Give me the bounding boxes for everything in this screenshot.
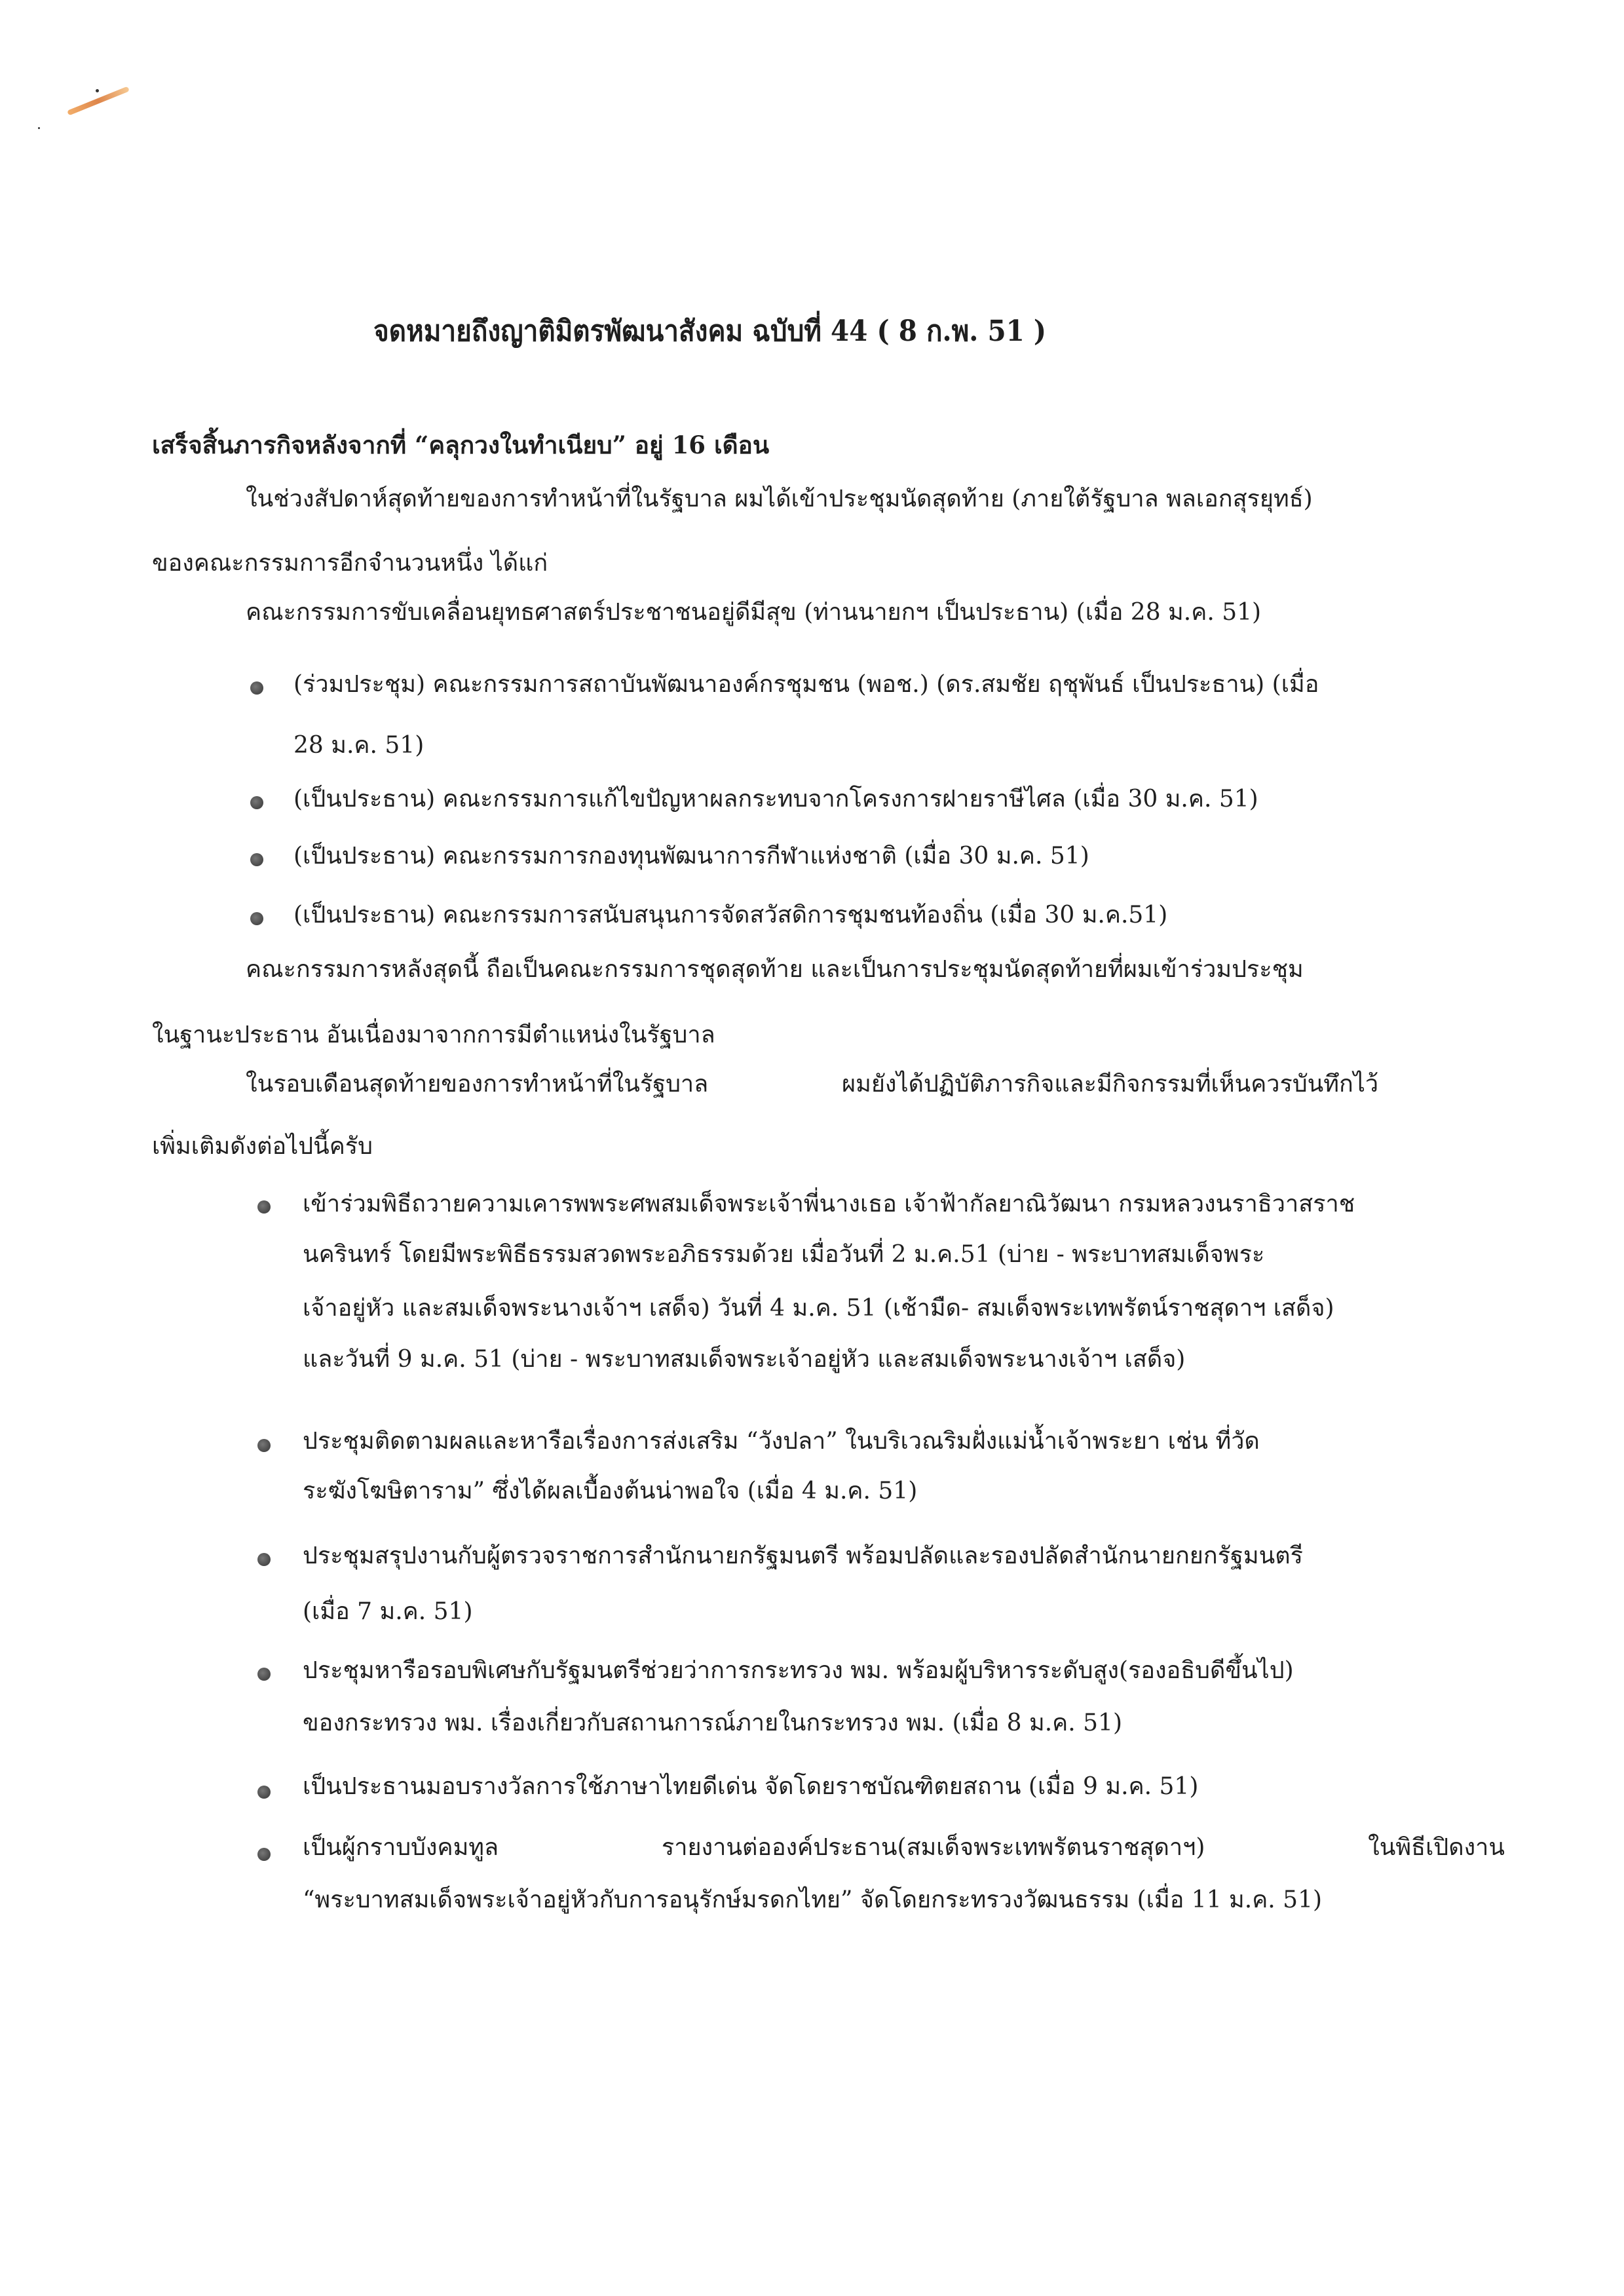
committee-item-1-line-1: (ร่วมประชุม) คณะกรรมการสถาบันพัฒนาองค์กรชุมชน (พอช.) (ดร.สมชัย ฤชุพันธ์ เป็นประธาน) (เมื่อ (293, 671, 1319, 698)
activity-1-line-2: นครินทร์ โดยมีพระพิธีธรรมสวดพระอภิธรรมด้วย เมื่อวันที่ 2 ม.ค.51 (บ่าย - พระบาทสมเด็จพระ (303, 1241, 1265, 1268)
scan-speck (38, 127, 40, 129)
bullet-icon (257, 1553, 271, 1566)
activity-6-part-2: รายงานต่อองค์ประธาน(สมเด็จพระเทพรัตนราชสุดาฯ) (661, 1834, 1205, 1861)
intro-line-1: ในช่วงสัปดาห์สุดท้ายของการทำหน้าที่ในรัฐบาล ผมได้เข้าประชุมนัดสุดท้าย (ภายใต้รัฐบาล พลเอกสุรยุทธ์) (246, 486, 1313, 512)
activity-6-line-1 (303, 1828, 1505, 1866)
bullet-icon (257, 1200, 271, 1214)
committee-item-4: (เป็นประธาน) คณะกรรมการสนับสนุนการจัดสวัสดิการชุมชนท้องถิ่น (เมื่อ 30 ม.ค.51) (293, 902, 1168, 928)
bullet-icon (250, 912, 263, 925)
bullet-icon (257, 1786, 271, 1799)
bullet-icon (257, 1668, 271, 1681)
closing-line-1: คณะกรรมการหลังสุดนี้ ถือเป็นคณะกรรมการชุดสุดท้าย และเป็นการประชุมนัดสุดท้ายที่ผมเข้าร่วมประชุม (246, 956, 1304, 983)
section-heading: เสร็จสิ้นภารกิจหลังจากที่ “คลุกวงในทำเนียบ” อยู่ 16 เดือน (152, 430, 770, 459)
month-line-2: เพิ่มเติมดังต่อไปนี้ครับ (152, 1133, 373, 1160)
bullet-icon (257, 1848, 271, 1861)
bullet-icon (250, 853, 263, 866)
activity-3-line-2: (เมื่อ 7 ม.ค. 51) (303, 1598, 473, 1625)
activity-6-part-1: เป็นผู้กราบบังคมทูล (303, 1834, 499, 1861)
bullet-icon (250, 796, 263, 809)
activity-2-line-2: ระฆังโฆษิตาราม” ซึ่งได้ผลเบื้องต้นน่าพอใจ (เมื่อ 4 ม.ค. 51) (303, 1478, 918, 1504)
closing-line-2: ในฐานะประธาน อันเนื่องมาจากการมีตำแหน่งในรัฐบาล (152, 1022, 715, 1048)
activity-4-line-2: ของกระทรวง พม. เรื่องเกี่ยวกับสถานการณ์ภายในกระทรวง พม. (เมื่อ 8 ม.ค. 51) (303, 1710, 1122, 1736)
month-line-1-left: ในรอบเดือนสุดท้ายของการทำหน้าที่ในรัฐบาล (246, 1071, 709, 1098)
committee-item-1-line-2: 28 ม.ค. 51) (293, 732, 425, 759)
activity-4-line-1: ประชุมหารือรอบพิเศษกับรัฐมนตรีช่วยว่าการกระทรวง พม. พร้อมผู้บริหารระดับสูง(รองอธิบดีขึ้นไป) (303, 1657, 1294, 1684)
bullet-icon (250, 681, 263, 695)
month-line-1-right: ผมยังได้ปฏิบัติภารกิจและมีกิจกรรมที่เห็นควรบันทึกไว้ (842, 1071, 1379, 1098)
page-title: จดหมายถึงญาติมิตรพัฒนาสังคม ฉบับที่ 44 ( 8 ก.พ. 51 ) (373, 315, 1047, 348)
committee-item-2: (เป็นประธาน) คณะกรรมการแก้ไขปัญหาผลกระทบจากโครงการฝายราษีไศล (เมื่อ 30 ม.ค. 51) (293, 786, 1258, 813)
bullet-icon (257, 1439, 271, 1452)
committee-item-3: (เป็นประธาน) คณะกรรมการกองทุนพัฒนาการกีฬาแห่งชาติ (เมื่อ 30 ม.ค. 51) (293, 843, 1089, 870)
activity-6-part-3: ในพิธีเปิดงาน (1368, 1834, 1505, 1861)
activity-6-line-2: “พระบาทสมเด็จพระเจ้าอยู่หัวกับการอนุรักษ์มรดกไทย” จัดโดยกระทรวงวัฒนธรรม (เมื่อ 11 ม.ค. 51) (303, 1886, 1323, 1913)
activity-2-line-1: ประชุมติดตามผลและหารือเรื่องการส่งเสริม “วังปลา” ในบริเวณริมฝั่งแม่น้ำเจ้าพระยา เช่น ที่วัด (303, 1428, 1260, 1455)
intro-line-2: ของคณะกรรมการอีกจำนวนหนึ่ง ได้แก่ (152, 550, 548, 577)
activity-3-line-1: ประชุมสรุปงานกับผู้ตรวจราชการสำนักนายกรัฐมนตรี พร้อมปลัดและรองปลัดสำนักนายกยกรัฐมนตรี (303, 1542, 1303, 1569)
committee-lead: คณะกรรมการขับเคลื่อนยุทธศาสตร์ประชาชนอยู่ดีมีสุข (ท่านนายกฯ เป็นประธาน) (เมื่อ 28 ม.ค. 51) (246, 599, 1262, 626)
scan-speck (96, 89, 99, 92)
activity-5-line-1: เป็นประธานมอบรางวัลการใช้ภาษาไทยดีเด่น จัดโดยราชบัณฑิตยสถาน (เมื่อ 9 ม.ค. 51) (303, 1773, 1199, 1800)
activity-1-line-1: เข้าร่วมพิธีถวายความเคารพพระศพสมเด็จพระเจ้าพี่นางเธอ เจ้าฟ้ากัลยาณิวัฒนา กรมหลวงนราธิวาสราช (303, 1191, 1355, 1217)
activity-1-line-4: และวันที่ 9 ม.ค. 51 (บ่าย - พระบาทสมเด็จพระเจ้าอยู่หัว และสมเด็จพระนางเจ้าฯ เสด็จ) (303, 1346, 1186, 1373)
activity-1-line-3: เจ้าอยู่หัว และสมเด็จพระนางเจ้าฯ เสด็จ) วันที่ 4 ม.ค. 51 (เช้ามืด- สมเด็จพระเทพรัตน์ราชสุดาฯ เสด็จ) (303, 1295, 1334, 1322)
